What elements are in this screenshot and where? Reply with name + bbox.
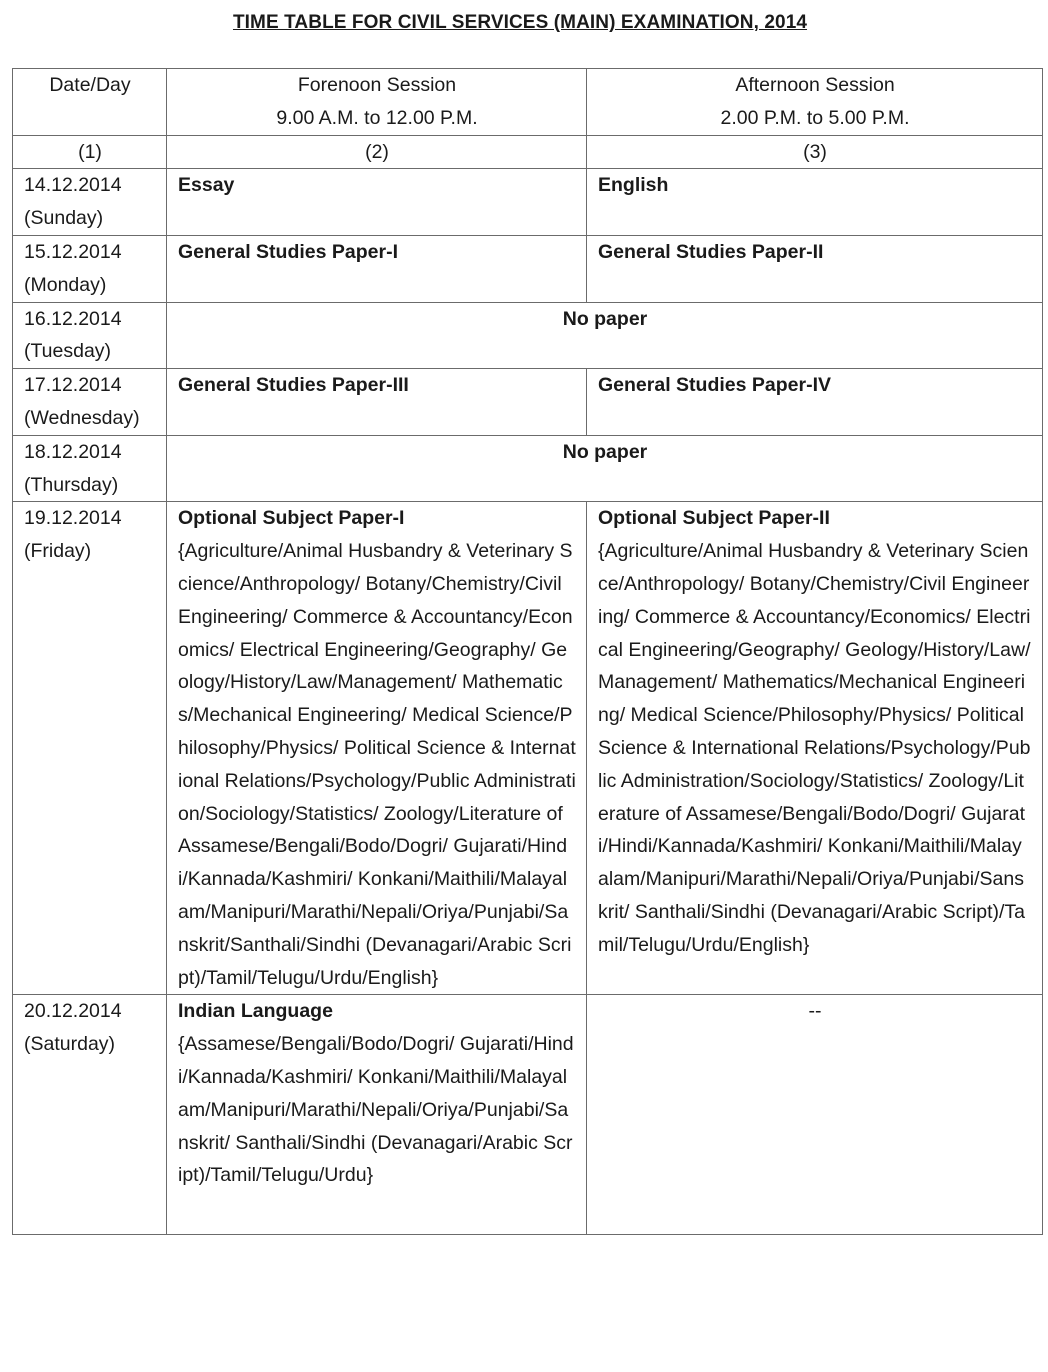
afternoon-cell: -- (587, 995, 1043, 1235)
date-cell: 14.12.2014 (Sunday) (13, 169, 167, 236)
column-number: (3) (587, 135, 1043, 169)
column-number: (2) (167, 135, 587, 169)
subject-list: {Assamese/Bengali/Bodo/Dogri/ Gujarati/Hindi/Kannada/Kashmiri/ Konkani/Maithili/Malayalam/Manipuri/Marathi/Nepali/Oriya/Punjabi/Sanskrit/ Santhali/Sindhi (Devanagari/Arabic Script)/Tamil/Telugu/Urdu} (178, 1033, 574, 1187)
no-paper-cell: No paper (167, 302, 1043, 369)
date-cell: 20.12.2014 (Saturday) (13, 995, 167, 1235)
forenoon-cell: General Studies Paper-I (167, 235, 587, 302)
header-date-day: Date/Day (13, 69, 167, 136)
date-cell: 17.12.2014 (Wednesday) (13, 369, 167, 436)
date-cell: 18.12.2014 (Thursday) (13, 435, 167, 502)
header-afternoon: Afternoon Session 2.00 P.M. to 5.00 P.M. (587, 69, 1043, 136)
afternoon-cell: English (587, 169, 1043, 236)
subject-list: {Agriculture/Animal Husbandry & Veterinary Science/Anthropology/ Botany/Chemistry/Civil Engineering/ Commerce & Accountancy/Economics/ Electrical Engineering/Geography/ Geology/History/Law/Management/ Mathematics/Mechanical Engineering/ Medical Science/Philosophy/Physics/ Political Science & International Relations/Psychology/Public Administration/Sociology/Statistics/ Zoology/Literature of Assamese/Bengali/Bodo/Dogri/ Gujarati/Hindi/Kannada/Kashmiri/ Konkani/Maithili/Malayalam/Manipuri/Marathi/Nepali/Oriya/Punjabi/Sanskrit/Santhali/Sindhi (Devanagari/Arabic Script)/Tamil/Telugu/Urdu/English} (178, 540, 576, 989)
date-cell: 16.12.2014 (Tuesday) (13, 302, 167, 369)
header-forenoon: Forenoon Session 9.00 A.M. to 12.00 P.M. (167, 69, 587, 136)
header-row (13, 69, 1043, 136)
subject-list: {Agriculture/Animal Husbandry & Veterinary Science/Anthropology/ Botany/Chemistry/Civil Engineering/ Commerce & Accountancy/Economics/ Electrical Engineering/Geography/ Geology/History/Law/Management/ Mathematics/Mechanical Engineering/ Medical Science/Philosophy/Physics/ Political Science & International Relations/Psychology/Public Administration/Sociology/Statistics/ Zoology/Literature of Assamese/Bengali/Bodo/Dogri/ Gujarati/Hindi/Kannada/Kashmiri/ Konkani/Maithili/Malayalam/Manipuri/Marathi/Nepali/Oriya/Punjabi/Sanskrit/ Santhali/Sindhi (Devanagari/Arabic Script)/Tamil/Telugu/Urdu/English} (598, 540, 1031, 956)
afternoon-cell: General Studies Paper-IV (587, 369, 1043, 436)
table-row (13, 995, 1043, 1235)
paper-title: Optional Subject Paper-II (598, 507, 830, 530)
table-row (13, 169, 1043, 236)
table-row (13, 502, 1043, 995)
table-row (13, 302, 1043, 369)
page-title: TIME TABLE FOR CIVIL SERVICES (MAIN) EXAMINATION, 2014 (232, 12, 808, 33)
afternoon-cell: General Studies Paper-II (587, 235, 1043, 302)
paper-title: Indian Language (178, 1000, 333, 1023)
table-row (13, 235, 1043, 302)
column-number-row (13, 135, 1043, 169)
forenoon-cell: Essay (167, 169, 587, 236)
table-row (13, 435, 1043, 502)
date-cell: 19.12.2014 (Friday) (13, 502, 167, 995)
forenoon-cell (167, 995, 587, 1235)
forenoon-cell: General Studies Paper-III (167, 369, 587, 436)
no-paper-cell: No paper (167, 435, 1043, 502)
column-number: (1) (13, 135, 167, 169)
date-cell: 15.12.2014 (Monday) (13, 235, 167, 302)
afternoon-cell (587, 502, 1043, 995)
table-row (13, 369, 1043, 436)
timetable (12, 68, 1043, 1235)
forenoon-cell (167, 502, 587, 995)
paper-title: Optional Subject Paper-I (178, 507, 405, 530)
